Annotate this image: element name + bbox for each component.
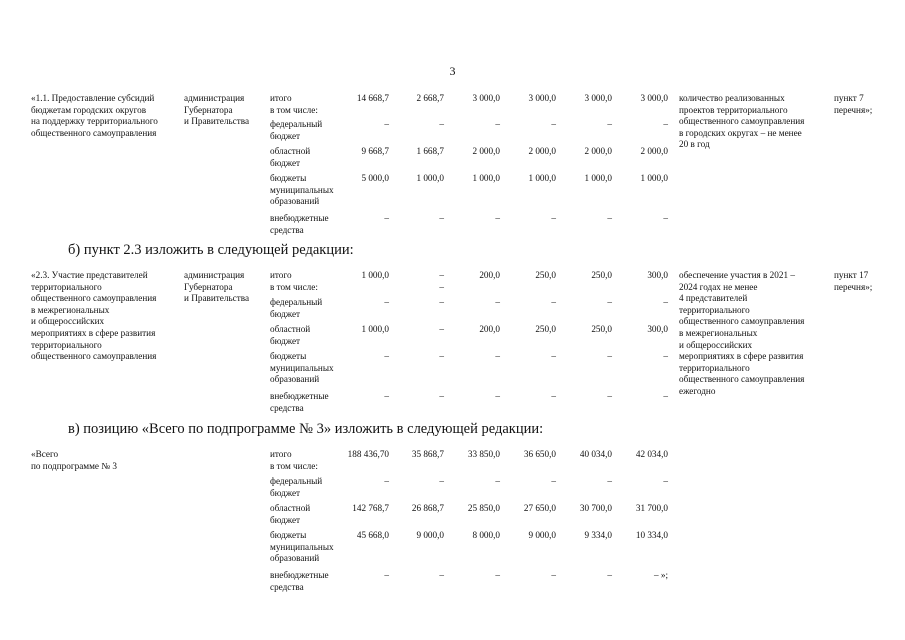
- value-cell: 45 668,0: [356, 530, 389, 540]
- value-cell: –: [439, 476, 444, 486]
- value-cell: –: [384, 213, 389, 223]
- value-cell: 142 768,7: [352, 503, 389, 513]
- value-cell: –: [551, 213, 556, 223]
- value-cell: 1 000,0: [472, 173, 500, 183]
- value-cell: –: [495, 351, 500, 361]
- value-cell: – »;: [653, 570, 668, 580]
- value-cell: 3 000,0: [472, 93, 500, 103]
- value-cell: 1 000,0: [361, 270, 389, 280]
- value-cell: 9 334,0: [584, 530, 612, 540]
- funding-source-label: федеральный бюджет: [270, 297, 323, 319]
- value-cell: 36 650,0: [523, 449, 556, 459]
- value-cell: 250,0: [535, 270, 556, 280]
- value-cell: –: [439, 297, 444, 307]
- value-cell: 26 868,7: [411, 503, 444, 513]
- value-cell: 31 700,0: [635, 503, 668, 513]
- funding-source-label: областной бюджет: [270, 324, 311, 346]
- value-cell: –: [495, 119, 500, 129]
- funding-source-label: бюджеты муниципальных образований: [270, 530, 334, 564]
- value-cell: –: [495, 297, 500, 307]
- value-cell: 200,0: [479, 270, 500, 280]
- value-cell: 27 650,0: [523, 503, 556, 513]
- measure-cell: «2.3. Участие представителей территориального общественного самоуправления в межрегиональных и общероссийских мероприятиях в сфере развития территориального общественного самоуправления: [31, 270, 157, 362]
- funding-source-label: бюджеты муниципальных образований: [270, 351, 334, 385]
- value-cell: 300,0: [647, 324, 668, 334]
- value-cell: –: [384, 351, 389, 361]
- value-cell: –: [607, 570, 612, 580]
- value-cell: 200,0: [479, 324, 500, 334]
- value-cell: 9 668,7: [361, 146, 389, 156]
- value-cell: –: [551, 351, 556, 361]
- executor-cell: администрация Губернатора и Правительства: [184, 93, 250, 127]
- value-cell: 1 668,7: [416, 146, 444, 156]
- value-cell: –: [551, 570, 556, 580]
- result-cell: количество реализованных проектов территориального общественного самоуправления в городских округах – не менее 20 в год: [679, 93, 805, 150]
- value-cell: 9 000,0: [416, 530, 444, 540]
- value-cell: 1 000,0: [528, 173, 556, 183]
- link-cell: пункт 17 перечня»;: [834, 270, 873, 292]
- result-cell: обеспечение участия в 2021 – 2024 годах не менее 4 представителей территориального общественного самоуправления в межрегиональных и общероссийских мероприятиях в сфере развития территориального общественного самоуправления ежегодно: [679, 270, 805, 396]
- value-cell: 1 000,0: [416, 173, 444, 183]
- value-cell: –: [607, 476, 612, 486]
- value-cell: –: [663, 391, 668, 401]
- value-cell: –: [663, 476, 668, 486]
- value-cell: –: [551, 391, 556, 401]
- value-cell: –: [607, 213, 612, 223]
- value-cell: –: [384, 476, 389, 486]
- value-cell: 2 000,0: [472, 146, 500, 156]
- value-cell: 250,0: [591, 270, 612, 280]
- value-cell: –: [439, 213, 444, 223]
- section-heading-v: в) позицию «Всего по подпрограмме № 3» изложить в следующей редакции:: [68, 421, 544, 437]
- funding-source-label: итого в том числе:: [270, 93, 318, 115]
- value-cell: –: [384, 297, 389, 307]
- value-cell: –: [495, 476, 500, 486]
- value-cell: 9 000,0: [528, 530, 556, 540]
- value-cell: 33 850,0: [467, 449, 500, 459]
- value-cell: 3 000,0: [640, 93, 668, 103]
- value-cell: –: [439, 324, 444, 334]
- value-cell: 1 000,0: [640, 173, 668, 183]
- funding-source-label: областной бюджет: [270, 503, 311, 525]
- value-cell: 188 436,70: [347, 449, 389, 459]
- measure-cell: «1.1. Предоставление субсидий бюджетам городских округов на поддержку территориального общественного самоуправления: [31, 93, 158, 138]
- executor-cell: администрация Губернатора и Правительства: [184, 270, 250, 304]
- funding-source-label: внебюджетные средства: [270, 213, 329, 235]
- funding-source-label: федеральный бюджет: [270, 119, 323, 141]
- value-cell: –: [607, 297, 612, 307]
- funding-source-label: внебюджетные средства: [270, 570, 329, 592]
- value-cell: –: [663, 297, 668, 307]
- value-cell: –: [551, 297, 556, 307]
- value-cell: –: [439, 119, 444, 129]
- value-cell: –: [384, 391, 389, 401]
- measure-cell: «Всего по подпрограмме № 3: [31, 449, 117, 471]
- value-cell: 25 850,0: [467, 503, 500, 513]
- value-cell: –: [384, 119, 389, 129]
- value-cell: 2 000,0: [584, 146, 612, 156]
- value-cell: 1 000,0: [361, 324, 389, 334]
- value-cell: –: [607, 119, 612, 129]
- value-cell: 2 000,0: [640, 146, 668, 156]
- value-cell: –: [607, 351, 612, 361]
- value-cell: –: [495, 570, 500, 580]
- link-cell: пункт 7 перечня»;: [834, 93, 873, 115]
- funding-source-label: бюджеты муниципальных образований: [270, 173, 334, 207]
- value-cell: 5 000,0: [361, 173, 389, 183]
- value-cell: –: [551, 476, 556, 486]
- funding-source-label: внебюджетные средства: [270, 391, 329, 413]
- value-cell: –: [439, 351, 444, 361]
- value-cell: 300,0: [647, 270, 668, 280]
- section-heading-b: б) пункт 2.3 изложить в следующей редакции:: [68, 242, 354, 258]
- value-cell: 10 334,0: [635, 530, 668, 540]
- value-cell: –: [495, 213, 500, 223]
- value-cell: 30 700,0: [579, 503, 612, 513]
- value-cell: 35 868,7: [411, 449, 444, 459]
- page-number: 3: [449, 64, 456, 78]
- value-cell: 1 000,0: [584, 173, 612, 183]
- value-cell: –: [551, 119, 556, 129]
- value-cell: –: [384, 570, 389, 580]
- value-cell: 8 000,0: [472, 530, 500, 540]
- value-cell: –: [495, 391, 500, 401]
- value-cell: 3 000,0: [528, 93, 556, 103]
- value-cell: –: [663, 213, 668, 223]
- value-cell: 250,0: [591, 324, 612, 334]
- value-cell: –: [663, 351, 668, 361]
- value-cell: 2 668,7: [416, 93, 444, 103]
- funding-source-label: федеральный бюджет: [270, 476, 323, 498]
- funding-source-label: итого в том числе:: [270, 449, 318, 471]
- funding-source-label: областной бюджет: [270, 146, 311, 168]
- value-cell: 14 668,7: [356, 93, 389, 103]
- value-cell: 3 000,0: [584, 93, 612, 103]
- value-cell: 40 034,0: [579, 449, 612, 459]
- value-cell: –: [663, 119, 668, 129]
- value-cell: –: [439, 570, 444, 580]
- value-cell: – –: [439, 270, 444, 292]
- value-cell: 2 000,0: [528, 146, 556, 156]
- funding-source-label: итого в том числе:: [270, 270, 318, 292]
- value-cell: 42 034,0: [635, 449, 668, 459]
- value-cell: 250,0: [535, 324, 556, 334]
- value-cell: –: [607, 391, 612, 401]
- value-cell: –: [439, 391, 444, 401]
